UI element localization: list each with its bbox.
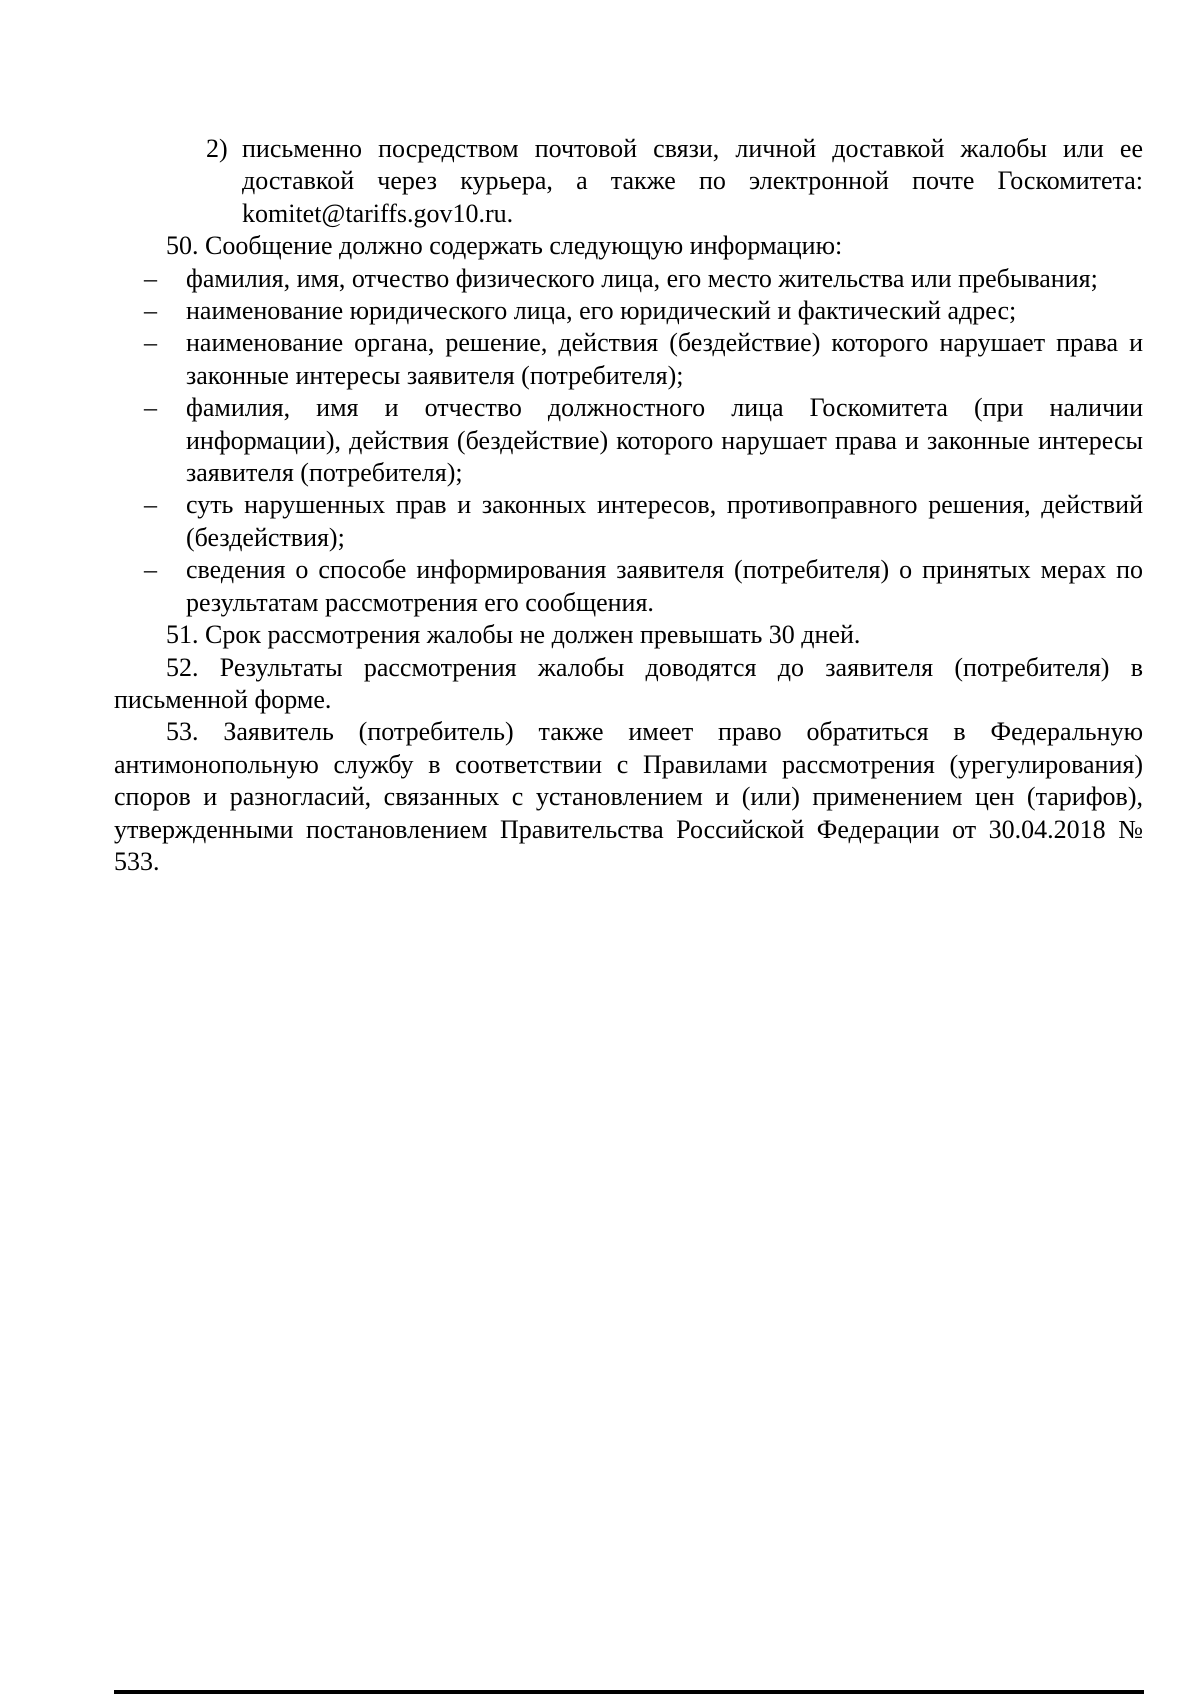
dash-marker: – [144, 296, 157, 326]
list-item [114, 489, 1143, 554]
footer-rule [114, 1690, 1144, 1694]
dash-marker: – [144, 490, 157, 520]
dash-marker: – [144, 328, 157, 358]
item-number: 2) [206, 134, 228, 163]
paragraph-53: 53. Заявитель (потребитель) также имеет право обратиться в Федеральную антимонопольную службу в соответствии с Правилами рассмотрения (урегулирования) споров и разногласий, связанных с установлением и (или) применением цен (тарифов), утвержденными постановлением Правительства Российской Федерации от 30.04.2018 № 533. [114, 717, 1143, 876]
list-item [114, 392, 1143, 489]
list-item-text: сведения о способе информирования заявителя (потребителя) о принятых мерах по результатам рассмотрения его сообщения. [186, 555, 1143, 617]
paragraph-50: 50. Сообщение должно содержать следующую информацию: [166, 231, 843, 261]
item-text: письменно посредством почтовой связи, личной доставкой жалобы или ее доставкой через курьера, а также по электронной почте Госкомитета: komitet@tariffs.gov10.ru. [242, 134, 1143, 228]
numbered-item-2 [206, 133, 1143, 230]
list-item-text: наименование юридического лица, его юридический и фактический адрес; [186, 296, 1017, 326]
list-item [114, 327, 1143, 392]
list-item-text: фамилия, имя, отчество физического лица, его место жительства или пребывания; [186, 263, 1098, 293]
dash-marker: – [144, 393, 157, 423]
dash-marker: – [144, 555, 157, 585]
requirements-list [114, 263, 1143, 619]
paragraph-51: 51. Срок рассмотрения жалобы не должен превышать 30 дней. [166, 620, 861, 650]
list-item [114, 554, 1143, 619]
list-item [114, 295, 1143, 327]
list-item [114, 263, 1143, 295]
list-item-text: суть нарушенных прав и законных интересов, противоправного решения, действий (бездействия); [186, 490, 1143, 552]
paragraph-52: 52. Результаты рассмотрения жалобы доводятся до заявителя (потребителя) в письменной форме. [114, 652, 1143, 714]
document-body [114, 133, 1143, 878]
dash-marker: – [144, 263, 157, 293]
list-item-text: наименование органа, решение, действия (бездействие) которого нарушает права и законные интересы заявителя (потребителя); [186, 328, 1143, 390]
list-item-text: фамилия, имя и отчество должностного лица Госкомитета (при наличии информации), действия (бездействие) которого нарушает права и законные интересы заявителя (потребителя); [186, 393, 1143, 488]
